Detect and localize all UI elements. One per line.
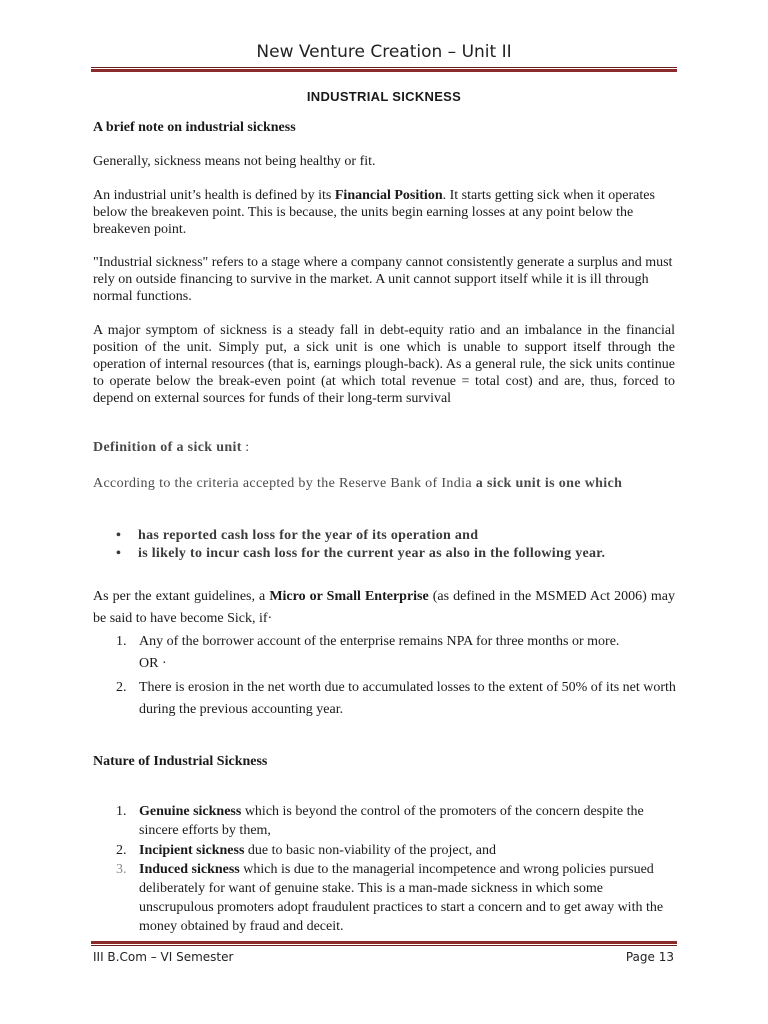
criteria-bullet xyxy=(116,527,676,545)
para2-text-before: An industrial unit’s health is defined by its xyxy=(93,188,335,203)
list-text xyxy=(139,841,676,860)
criteria-bold: a sick unit is one which xyxy=(475,476,623,491)
paragraph-financial-position xyxy=(93,187,675,238)
page-header-title: New Venture Creation – Unit II xyxy=(256,42,512,62)
bullet-icon: • xyxy=(116,528,122,543)
bullet-icon: • xyxy=(116,546,122,561)
msme-text-before: As per the extant guidelines, a xyxy=(93,589,270,604)
definition-heading xyxy=(93,439,675,456)
para2-bold-term: Financial Position xyxy=(334,188,443,203)
msme-list-item xyxy=(116,631,676,675)
nature-list-item xyxy=(116,802,676,840)
criteria-text: According to the criteria accepted by the Reserve Bank of India xyxy=(93,476,476,491)
list-number: 2. xyxy=(116,843,127,858)
header-rule-thick xyxy=(91,69,677,72)
nature-list-item xyxy=(116,860,676,936)
msme-paragraph xyxy=(93,586,675,630)
msme-bold-term: Micro or Small Enterprise xyxy=(269,589,429,604)
list-number: 2. xyxy=(116,680,127,695)
list-text-or: OR · xyxy=(139,656,167,671)
nature-list-item xyxy=(116,841,676,860)
msme-list-item xyxy=(116,677,676,721)
definition-heading-text: Definition of a sick unit xyxy=(93,440,242,455)
msme-text-after: (as defined in the MSMED Act 2006) may be said to have become Sick, if· xyxy=(93,589,675,626)
list-rest: which is due to the managerial incompetence and wrong policies pursued deliberately for want of genuine stake. This is a man-made sickness in which some unscrupulous promoters adopt fraudulent practices to start a concern and to get away with the money obtained by fraud and deceit. xyxy=(139,862,664,934)
paragraph-industrial-sickness: "Industrial sickness" refers to a stage where a company cannot consistently generate a surplus and must rely on outside financing to survive in the market. A unit cannot support itself while it is ill through normal functions. xyxy=(93,255,673,304)
list-number: 1. xyxy=(116,804,127,819)
list-bold: Incipient sickness xyxy=(139,843,245,858)
footer-rule-thick xyxy=(91,941,677,944)
list-bold: Genuine sickness xyxy=(139,804,242,819)
list-text xyxy=(139,860,676,936)
list-number: 1. xyxy=(116,634,127,649)
list-rest: which is beyond the control of the promoters of the concern despite the sincere efforts by them, xyxy=(139,804,644,838)
list-text: There is erosion in the net worth due to accumulated losses to the extent of 50% of its net worth during the previous accounting year. xyxy=(139,680,676,717)
list-bold: Induced sickness xyxy=(139,862,240,877)
paragraph-major-symptom: A major symptom of sickness is a steady fall in debt-equity ratio and an imbalance in the financial position of the unit. Simply put, a sick unit is one which is unable to support itself through the operation of internal resources (that is, earnings plough-back). As a general rule, the sick units continue to operate below the break-even point (at which total revenue = total cost) and are, thus, forced to depend on external sources for funds of their long-term survival xyxy=(93,323,675,406)
bullet-text: is likely to incur cash loss for the current year as also in the following year. xyxy=(138,546,606,561)
header-rule-thin xyxy=(91,67,677,68)
footer-rule-thin xyxy=(91,945,677,946)
footer-page-number: Page 13 xyxy=(625,950,674,964)
footer-semester: III B.Com – VI Semester xyxy=(93,950,234,964)
section-title: INDUSTRIAL SICKNESS xyxy=(306,89,462,104)
paragraph-sickness-definition: Generally, sickness means not being healthy or fit. xyxy=(93,154,376,169)
list-text xyxy=(139,802,676,840)
list-rest: due to basic non-viability of the project, and xyxy=(244,843,496,858)
criteria-bullet xyxy=(116,545,676,563)
list-number: 3. xyxy=(116,862,127,877)
para2-text-after: . It starts getting sick when it operates below the breakeven point. This is because, the units begin earning losses at any point below the breakeven point. xyxy=(93,188,655,237)
nature-heading: Nature of Industrial Sickness xyxy=(93,754,268,769)
bullet-text: has reported cash loss for the year of its operation and xyxy=(138,528,479,543)
list-text: Any of the borrower account of the enterprise remains NPA for three months or more. xyxy=(139,634,620,649)
brief-note-heading: A brief note on industrial sickness xyxy=(93,120,296,135)
definition-heading-suffix: : xyxy=(241,440,250,455)
rbi-criteria-text xyxy=(93,475,675,492)
